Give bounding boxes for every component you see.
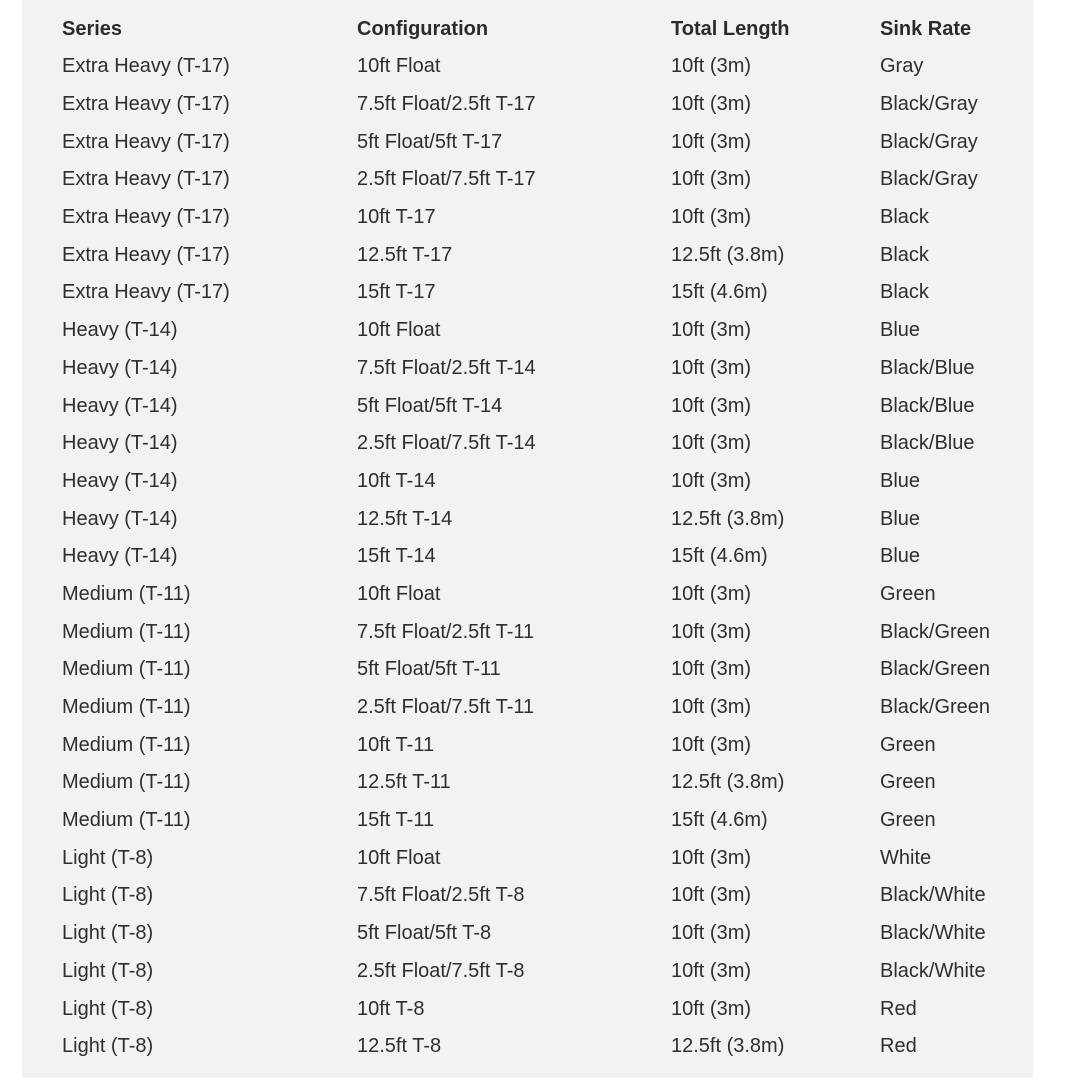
- sink-rate-cell: Black/Gray: [880, 130, 978, 153]
- configuration-cell: 2.5ft Float/7.5ft T-8: [357, 959, 525, 982]
- table-row: [62, 500, 1022, 538]
- table-row: [62, 48, 1022, 86]
- total-length-cell: 10ft (3m): [671, 884, 752, 907]
- table-row: [62, 463, 1022, 501]
- series-cell: Light (T-8): [62, 959, 154, 982]
- table-row: [62, 877, 1022, 915]
- table-row: [62, 274, 1022, 312]
- sink-rate-cell: Black/Green: [880, 620, 991, 643]
- series-cell: Heavy (T-14): [62, 507, 178, 530]
- series-cell: Extra Heavy (T-17): [62, 93, 230, 116]
- total-length-cell: 10ft (3m): [671, 356, 752, 379]
- configuration-cell: 12.5ft T-8: [357, 1035, 442, 1058]
- table-row: [62, 839, 1022, 877]
- series-cell: Medium (T-11): [62, 582, 191, 605]
- configuration-cell: 5ft Float/5ft T-8: [357, 922, 492, 945]
- configuration-cell: 10ft T-14: [357, 469, 436, 492]
- total-length-cell: 10ft (3m): [671, 959, 752, 982]
- total-length-cell: 10ft (3m): [671, 130, 752, 153]
- table-row: [62, 236, 1022, 274]
- total-length-cell: 15ft (4.6m): [671, 281, 768, 304]
- total-length-cell: 15ft (4.6m): [671, 809, 768, 832]
- configuration-cell: 10ft Float: [357, 55, 441, 78]
- configuration-cell: 10ft Float: [357, 846, 441, 869]
- header-row: [62, 11, 1022, 48]
- series-cell: Light (T-8): [62, 922, 154, 945]
- sink-rate-cell: Black/Blue: [880, 356, 975, 379]
- series-cell: Heavy (T-14): [62, 432, 178, 455]
- configuration-cell: 7.5ft Float/2.5ft T-14: [357, 356, 536, 379]
- series-cell: Extra Heavy (T-17): [62, 168, 230, 191]
- configuration-cell: 10ft T-8: [357, 997, 425, 1020]
- table-row: [62, 802, 1022, 840]
- table-row: [62, 613, 1022, 651]
- configuration-cell: 12.5ft T-14: [357, 507, 453, 530]
- sink-rate-cell: Black/White: [880, 922, 986, 945]
- series-cell: Medium (T-11): [62, 620, 191, 643]
- configuration-cell: 10ft T-11: [357, 733, 435, 756]
- configuration-cell: 2.5ft Float/7.5ft T-11: [357, 696, 535, 719]
- series-cell: Heavy (T-14): [62, 356, 178, 379]
- total-length-cell: 10ft (3m): [671, 658, 752, 681]
- series-cell: Extra Heavy (T-17): [62, 130, 230, 153]
- table-row: [62, 990, 1022, 1028]
- table-row: [62, 425, 1022, 463]
- configuration-cell: 5ft Float/5ft T-14: [357, 394, 503, 417]
- table-row: [62, 199, 1022, 237]
- series-cell: Medium (T-11): [62, 733, 191, 756]
- sink-rate-cell: White: [880, 846, 932, 869]
- column-header-total-length: Total Length: [671, 18, 790, 40]
- series-cell: Medium (T-11): [62, 696, 191, 719]
- table-row: [62, 726, 1022, 764]
- table-row: [62, 953, 1022, 991]
- series-cell: Medium (T-11): [62, 658, 191, 681]
- total-length-cell: 10ft (3m): [671, 696, 752, 719]
- series-cell: Light (T-8): [62, 1035, 154, 1058]
- series-cell: Light (T-8): [62, 997, 154, 1020]
- sink-rate-cell: Black/Green: [880, 658, 991, 681]
- total-length-cell: 10ft (3m): [671, 93, 752, 116]
- table-row: [62, 538, 1022, 576]
- total-length-cell: 10ft (3m): [671, 394, 752, 417]
- configuration-cell: 7.5ft Float/2.5ft T-17: [357, 93, 536, 116]
- configuration-cell: 12.5ft T-11: [357, 771, 451, 794]
- sink-rate-cell: Green: [880, 733, 936, 756]
- sink-rate-cell: Blue: [880, 469, 921, 492]
- table-row: [62, 576, 1022, 614]
- configuration-cell: 15ft T-11: [357, 809, 435, 832]
- series-cell: Heavy (T-14): [62, 319, 178, 342]
- total-length-cell: 10ft (3m): [671, 319, 752, 342]
- table-row: [62, 1028, 1022, 1066]
- table-row: [62, 161, 1022, 199]
- total-length-cell: 10ft (3m): [671, 206, 752, 229]
- column-header-configuration: Configuration: [357, 18, 489, 40]
- table-row: [62, 915, 1022, 953]
- series-cell: Heavy (T-14): [62, 394, 178, 417]
- configuration-cell: 7.5ft Float/2.5ft T-11: [357, 620, 535, 643]
- configuration-cell: 10ft Float: [357, 319, 441, 342]
- table-panel: [22, 0, 1033, 1078]
- sink-rate-cell: Green: [880, 582, 936, 605]
- column-header-series: Series: [62, 18, 123, 40]
- table-row: [62, 312, 1022, 350]
- table-row: [62, 123, 1022, 161]
- series-cell: Heavy (T-14): [62, 469, 178, 492]
- sink-rate-cell: Black/Gray: [880, 93, 978, 116]
- table-row: [62, 651, 1022, 689]
- total-length-cell: 12.5ft (3.8m): [671, 507, 785, 530]
- configuration-cell: 15ft T-17: [357, 281, 436, 304]
- series-cell: Extra Heavy (T-17): [62, 243, 230, 266]
- series-cell: Medium (T-11): [62, 809, 191, 832]
- sink-rate-cell: Blue: [880, 319, 921, 342]
- table-row: [62, 689, 1022, 727]
- total-length-cell: 10ft (3m): [671, 582, 752, 605]
- table-row: [62, 350, 1022, 388]
- sink-rate-cell: Black/Blue: [880, 394, 975, 417]
- configuration-cell: 2.5ft Float/7.5ft T-17: [357, 168, 536, 191]
- series-cell: Extra Heavy (T-17): [62, 281, 230, 304]
- sink-rate-cell: Black/White: [880, 959, 986, 982]
- sink-rate-cell: Blue: [880, 545, 921, 568]
- sink-rate-cell: Black/White: [880, 884, 986, 907]
- sink-rate-cell: Black/Blue: [880, 432, 975, 455]
- total-length-cell: 10ft (3m): [671, 55, 752, 78]
- sink-rate-cell: Blue: [880, 507, 921, 530]
- table-row: [62, 86, 1022, 124]
- series-cell: Extra Heavy (T-17): [62, 55, 230, 78]
- sink-rate-cell: Green: [880, 809, 936, 832]
- configuration-cell: 15ft T-14: [357, 545, 436, 568]
- series-cell: Light (T-8): [62, 884, 154, 907]
- sink-rate-cell: Black: [880, 281, 929, 304]
- sink-rate-table: [62, 11, 1022, 1066]
- sink-rate-cell: Black: [880, 243, 929, 266]
- total-length-cell: 10ft (3m): [671, 168, 752, 191]
- series-cell: Extra Heavy (T-17): [62, 206, 230, 229]
- sink-rate-cell: Red: [880, 1035, 917, 1058]
- sink-rate-cell: Black: [880, 206, 929, 229]
- column-header-sink-rate: Sink Rate: [880, 18, 972, 40]
- total-length-cell: 15ft (4.6m): [671, 545, 768, 568]
- sink-rate-cell: Gray: [880, 55, 924, 78]
- total-length-cell: 10ft (3m): [671, 620, 752, 643]
- total-length-cell: 12.5ft (3.8m): [671, 771, 785, 794]
- total-length-cell: 10ft (3m): [671, 432, 752, 455]
- total-length-cell: 10ft (3m): [671, 733, 752, 756]
- configuration-cell: 10ft T-17: [357, 206, 436, 229]
- series-cell: Heavy (T-14): [62, 545, 178, 568]
- total-length-cell: 10ft (3m): [671, 997, 752, 1020]
- sink-rate-cell: Black/Gray: [880, 168, 978, 191]
- sink-rate-cell: Green: [880, 771, 936, 794]
- total-length-cell: 12.5ft (3.8m): [671, 1035, 785, 1058]
- configuration-cell: 5ft Float/5ft T-11: [357, 658, 501, 681]
- total-length-cell: 10ft (3m): [671, 846, 752, 869]
- configuration-cell: 5ft Float/5ft T-17: [357, 130, 503, 153]
- table-row: [62, 387, 1022, 425]
- table-row: [62, 764, 1022, 802]
- configuration-cell: 12.5ft T-17: [357, 243, 453, 266]
- total-length-cell: 12.5ft (3.8m): [671, 243, 785, 266]
- series-cell: Light (T-8): [62, 846, 154, 869]
- configuration-cell: 10ft Float: [357, 582, 441, 605]
- table-body: [62, 48, 1022, 1066]
- configuration-cell: 7.5ft Float/2.5ft T-8: [357, 884, 525, 907]
- configuration-cell: 2.5ft Float/7.5ft T-14: [357, 432, 536, 455]
- total-length-cell: 10ft (3m): [671, 922, 752, 945]
- total-length-cell: 10ft (3m): [671, 469, 752, 492]
- sink-rate-cell: Black/Green: [880, 696, 991, 719]
- sink-rate-cell: Red: [880, 997, 917, 1020]
- series-cell: Medium (T-11): [62, 771, 191, 794]
